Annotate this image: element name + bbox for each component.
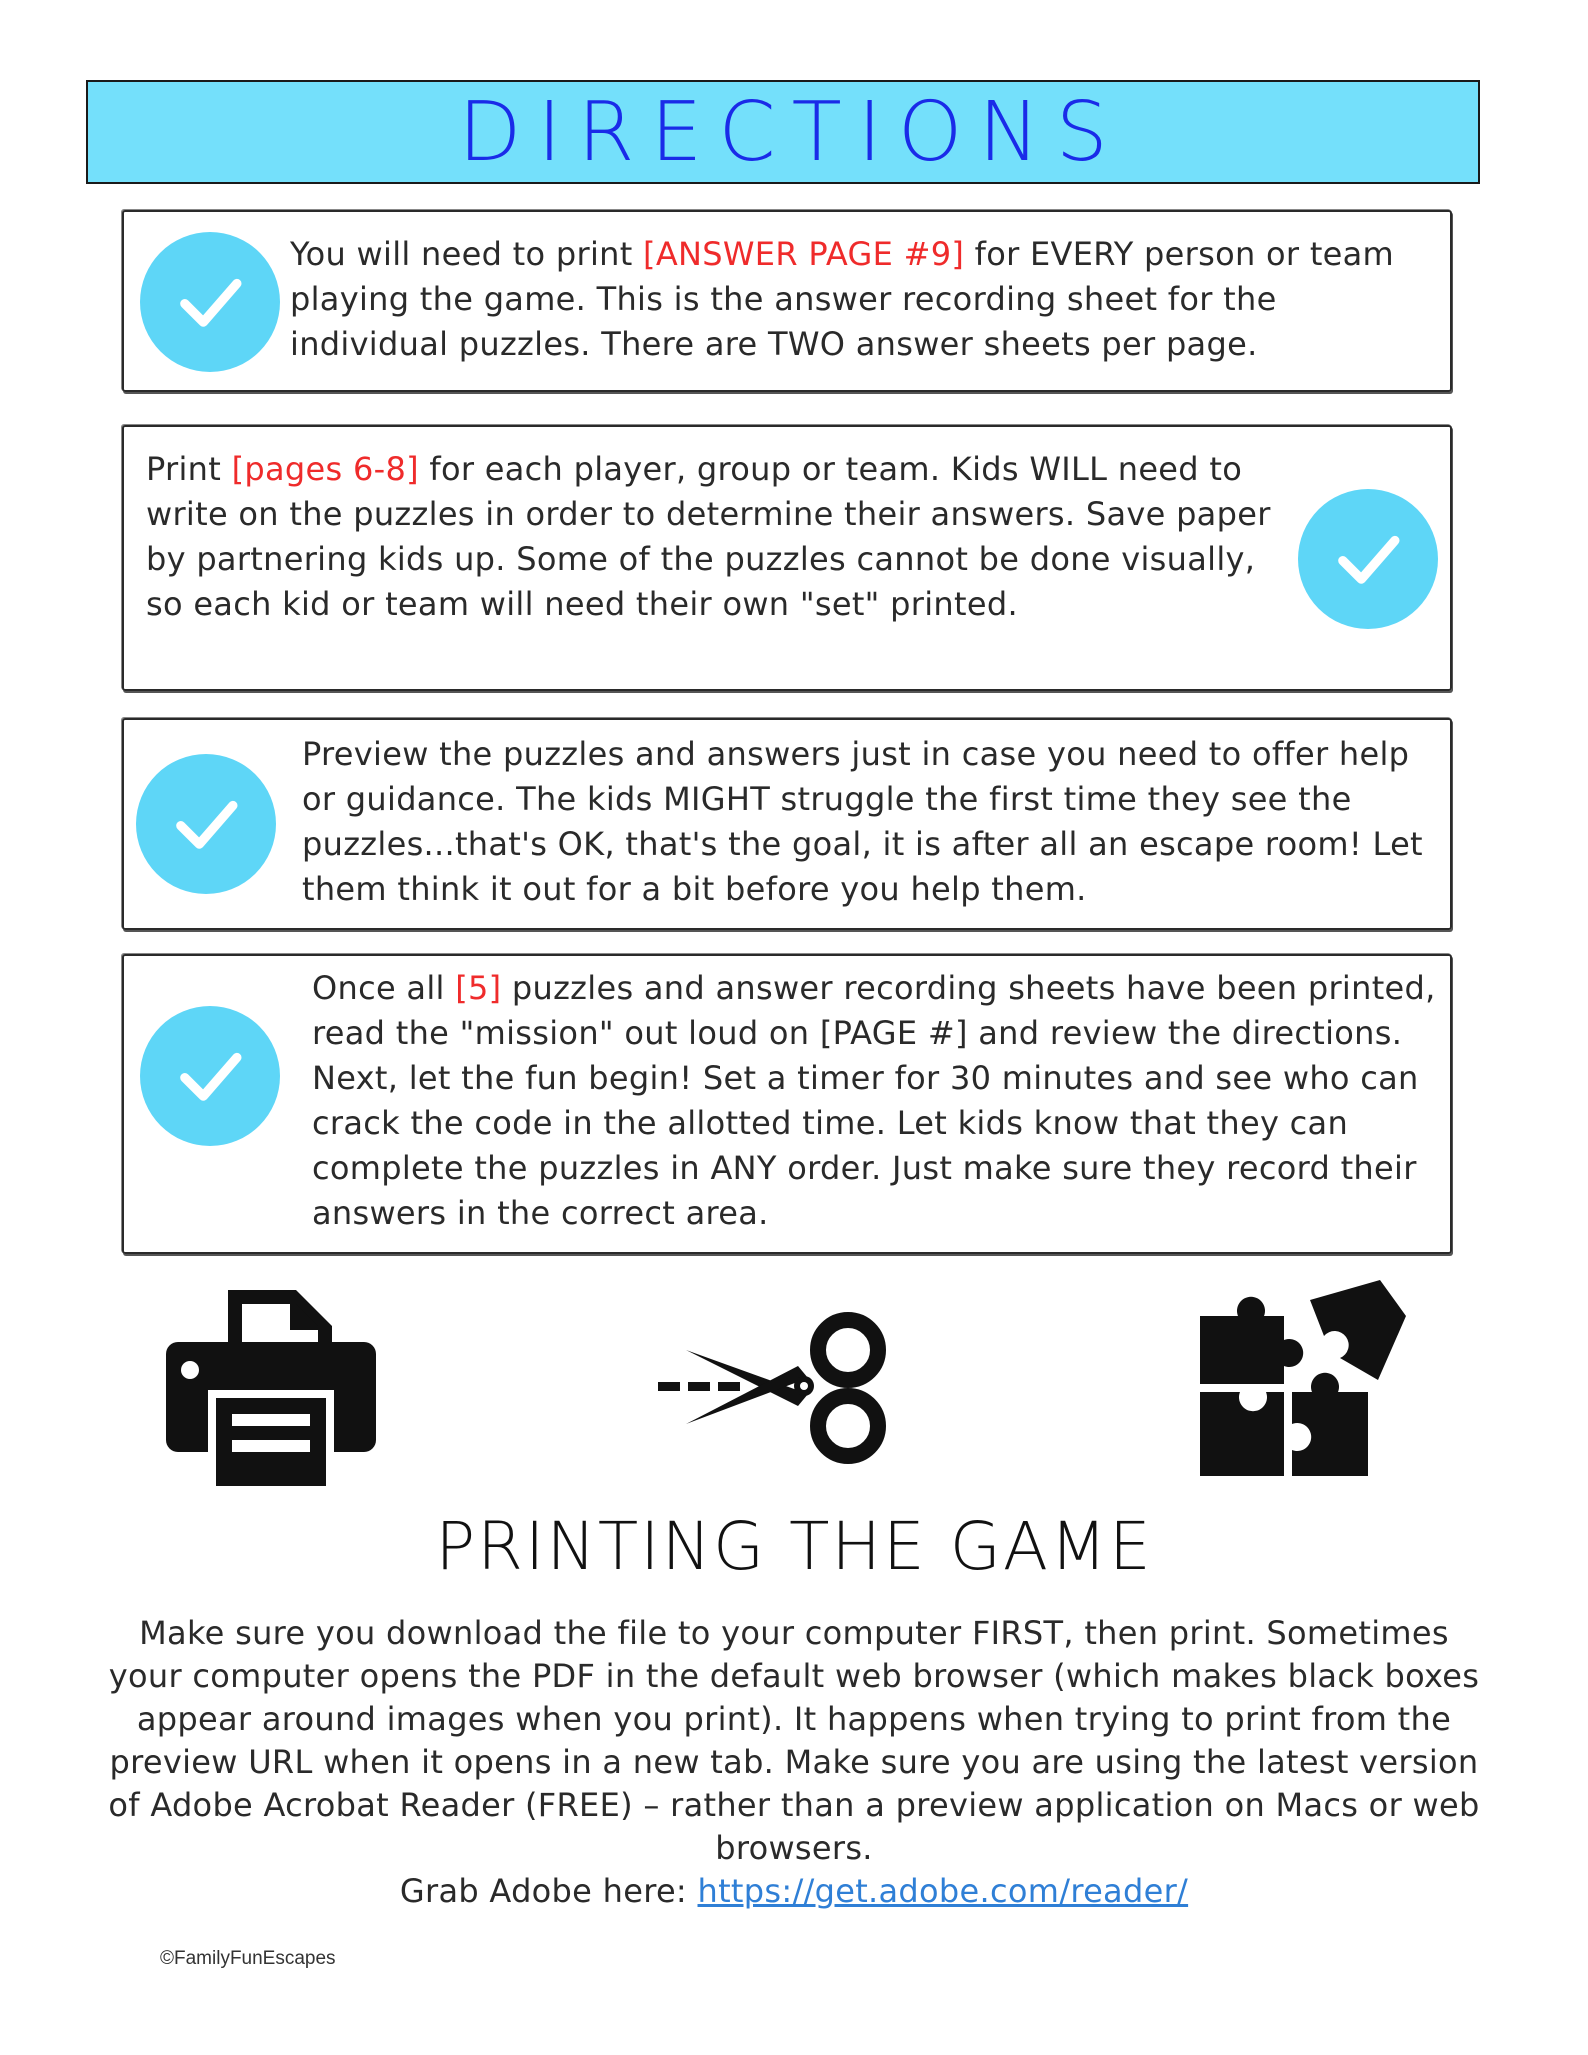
check-circle-icon (1298, 489, 1438, 629)
step-3-text: Preview the puzzles and answers just in case you need to offer help or guidance. The kids MIGHT struggle the first time they see the puzzles...that's OK, that's the goal, it is after all an escape room! Let them think it out for a bit before you help them. (302, 735, 1423, 908)
check-circle-icon (140, 232, 280, 372)
adobe-reader-link[interactable]: https://get.adobe.com/reader/ (697, 1872, 1189, 1910)
printer-icon (166, 1290, 376, 1490)
grab-adobe-label: Grab Adobe here: (399, 1872, 698, 1910)
page-reference: [ANSWER PAGE #9] (643, 235, 965, 273)
check-circle-icon (136, 754, 276, 894)
printing-title: PRINTING THE GAME (435, 1508, 1153, 1585)
step-4-text: Once all [5] puzzles and answer recording sheets have been printed, read the "mission" out loud on [PAGE #] and review the directions. Next, let the fun begin! Set a timer for 30 minutes and see who can crack the code in the allotted time. Let kids know that they can complete the puzzles in ANY order. Just make sure they record their answers in the correct area. (312, 969, 1436, 1232)
copyright: ©FamilyFunEscapes (160, 1948, 336, 1969)
page-title: DIRECTIONS (458, 84, 1124, 180)
icon-row (0, 1280, 1588, 1500)
direction-step-4 (122, 954, 1452, 1254)
printing-body: Make sure you download the file to your computer FIRST, then print. Sometimes your computer opens the PDF in the default web browser (which makes black boxes appear around images when you print). It happens when trying to print from the preview URL when it opens in a new tab. Make sure you are using the latest version of Adobe Acrobat Reader (FREE) – rather than a preview application on Macs or web browsers. (108, 1614, 1480, 1867)
direction-step-2 (122, 425, 1452, 691)
directions-banner (86, 80, 1480, 184)
printing-instructions (100, 1612, 1488, 1913)
scissors-icon (658, 1308, 898, 1468)
step-2-text: Print [pages 6-8] for each player, group or team. Kids WILL need to write on the puzzles in order to determine their answers. Save paper by partnering kids up. Some of the puzzles cannot be done visually, so each kid or team will need their own "set" printed. (146, 450, 1271, 623)
page-reference: [pages 6-8] (231, 450, 419, 488)
direction-step-1 (122, 210, 1452, 392)
puzzle-icon (1200, 1280, 1410, 1480)
step-1-text: You will need to print [ANSWER PAGE #9] for EVERY person or team playing the game. This is the answer recording sheet for the individual puzzles. There are TWO answer sheets per page. (290, 235, 1395, 363)
direction-step-3 (122, 718, 1452, 930)
page-reference: [5] (455, 969, 502, 1007)
check-circle-icon (140, 1006, 280, 1146)
